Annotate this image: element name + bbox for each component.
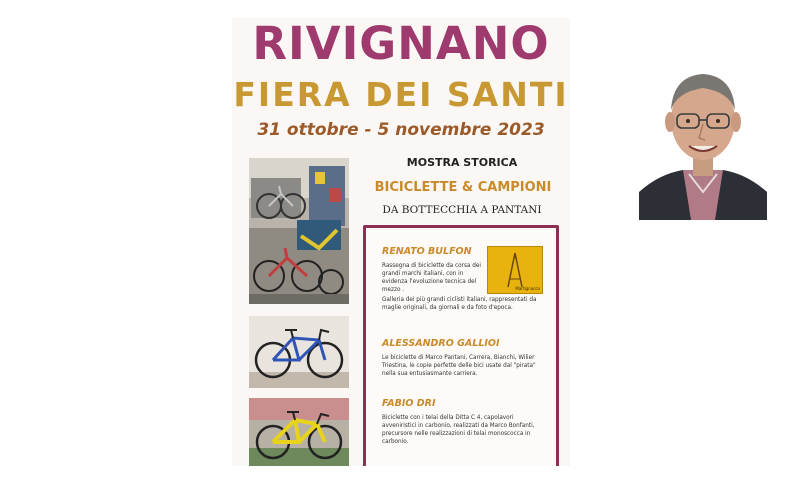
poster-fair-title: FIERA DEI SANTI (233, 75, 569, 114)
section-title-gallioi: ALESSANDRO GALLIOI (382, 338, 500, 349)
poster-town-title: RIVIGNANO (252, 18, 550, 70)
exhibit-label: MOSTRA STORICA (406, 156, 518, 169)
yellow-bike-photo (249, 398, 349, 466)
section-title-bulfon: RENATO BULFON (382, 246, 472, 257)
bulfon-logo (487, 246, 543, 294)
bike-shop-photo (249, 158, 349, 304)
event-poster (232, 18, 570, 466)
section-text-gallioi: Le biciclette di Marco Pantani, Carrera, Bianchi, Wilier Triestina, le copie perfette delle bici usate dal "pirata" nella sua entusiasmante carriera. (382, 355, 536, 377)
logo-text: Martignacco (515, 286, 540, 291)
exhibit-theme: BICICLETTE & CAMPIONI (374, 180, 552, 195)
blue-bike-photo (249, 316, 349, 388)
exhibit-range: DA BOTTECCHIA A PANTANI (382, 204, 542, 216)
section-text-bulfon-1: Rassegna di biciclette da corsa dei grandi marchi italiani, con in evidenza l'evoluzione tecnica del mezzo . (382, 263, 481, 293)
section-text-dri: Biciclette con i telai della Ditta C 4, capolavori avveniristici in carbonio, realizzati da Marco Bonfanti, precursore nelle realizzazioni di telai monoscocca in carbonio. (382, 415, 535, 445)
left-margin (0, 0, 232, 484)
poster-dates: 31 ottobre - 5 novembre 2023 (257, 120, 545, 140)
section-text-bulfon-2: Galleria dei più grandi ciclisti italiani, rappresentati da maglie originali, da giornali e da foto d'epoca. (382, 297, 537, 311)
portrait-photo (639, 62, 767, 220)
section-title-dri: FABIO DRI (382, 398, 436, 409)
